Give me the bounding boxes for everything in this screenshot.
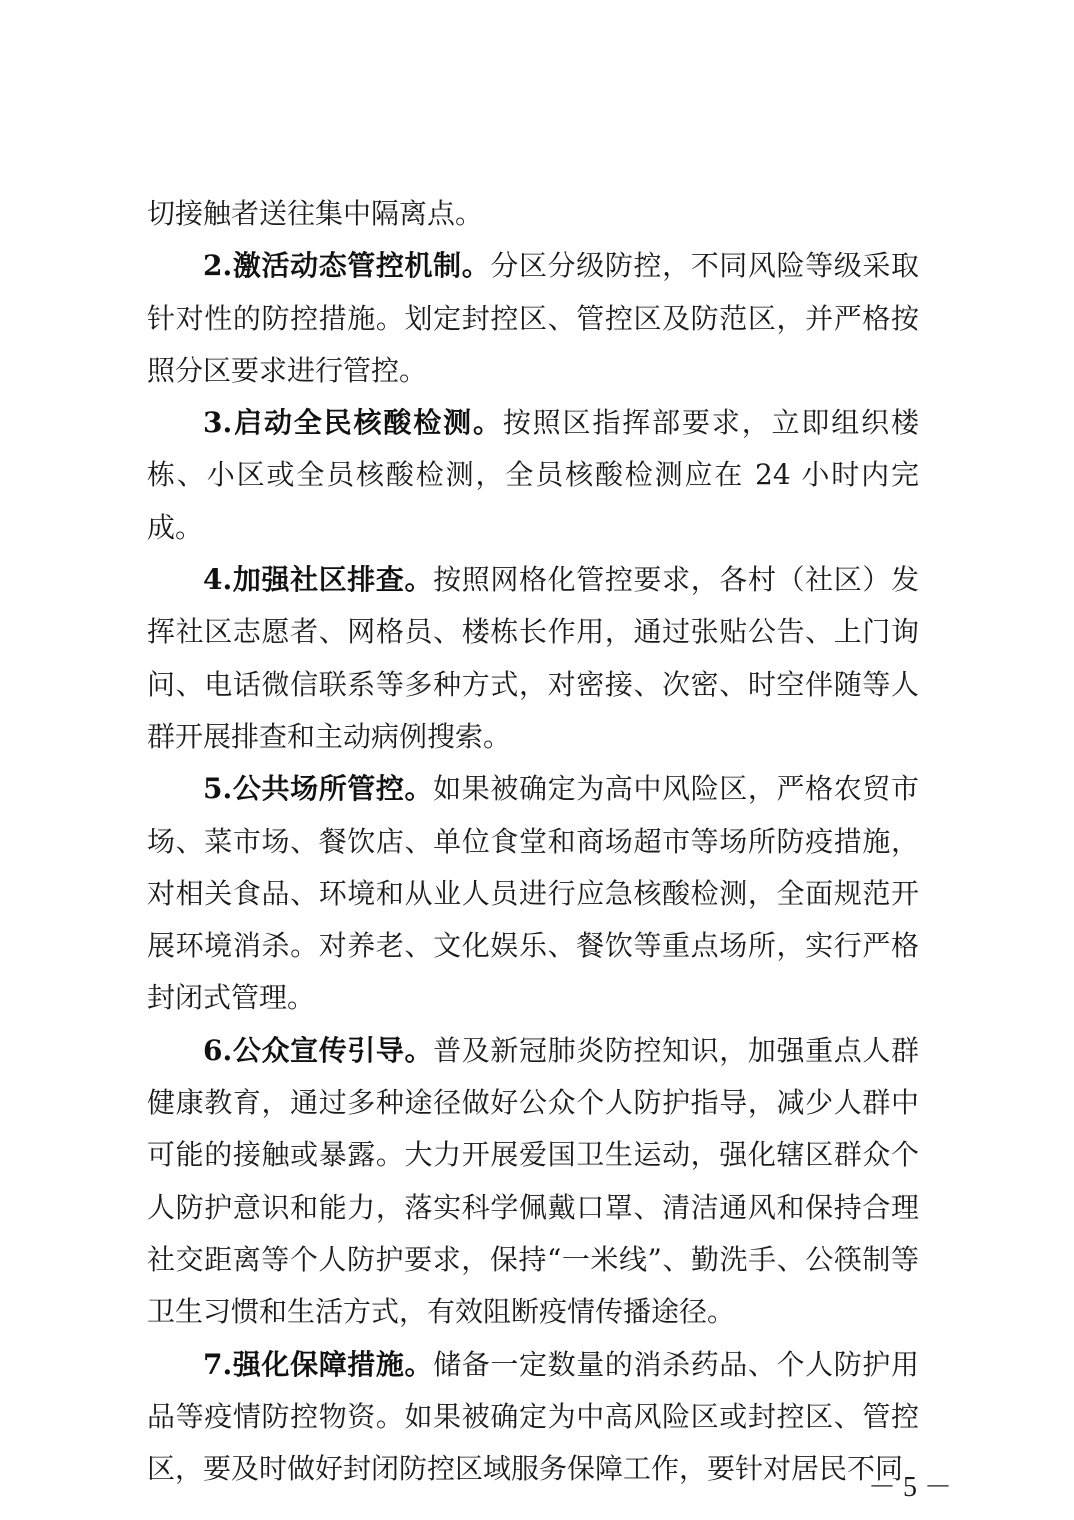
item-2-heading: 2.激活动态管控机制。	[203, 249, 491, 283]
item-5-paragraph	[147, 763, 919, 1024]
item-4-text: 按照网格化管控要求，各村（社区）发挥社区志愿者、网格员、楼栋长作用，通过张贴公告、上门询问、电话微信联系等多种方式，对密接、次密、时空伴随等人群开展排查和主动病例搜索。	[147, 563, 919, 753]
item-6-paragraph	[147, 1025, 919, 1339]
continuation-paragraph: 切接触者送往集中隔离点。	[147, 197, 484, 230]
item-2-paragraph	[147, 240, 919, 397]
item-7-text: 储备一定数量的消杀药品、个人防护用品等疫情防控物资。如果被确定为中高风险区或封控区、管控区，要及时做好封闭防控区域服务保障工作，要针对居民不同	[147, 1347, 919, 1486]
document-body	[147, 188, 919, 1495]
item-7-heading: 7.强化保障措施。	[203, 1347, 434, 1381]
item-3-text: 按照区指挥部要求，立即组织楼栋、小区或全员核酸检测，全员核酸检测应在 24 小时内完成。	[147, 406, 919, 544]
item-5-text: 如果被确定为高中风险区，严格农贸市场、菜市场、餐饮店、单位食堂和商场超市等场所防疫措施，对相关食品、环境和从业人员进行应急核酸检测，全面规范开展环境消杀。对养老、文化娱乐、餐饮等重点场所，实行严格封闭式管理。	[147, 772, 919, 1015]
page-number: － 5 －	[868, 1472, 953, 1503]
item-6-heading: 6.公众宣传引导。	[203, 1033, 434, 1067]
item-7-paragraph	[147, 1339, 919, 1496]
item-2-text: 分区分级防控，不同风险等级采取针对性的防控措施。划定封控区、管控区及防范区，并严格按照分区要求进行管控。	[147, 249, 919, 387]
item-4-heading: 4.加强社区排查。	[203, 563, 434, 597]
item-6-text: 普及新冠肺炎防控知识，加强重点人群健康教育，通过多种途径做好公众个人防护指导，减少人群中可能的接触或暴露。大力开展爱国卫生运动，强化辖区群众个人防护意识和能力，落实科学佩戴口罩、清洁通风和保持合理社交距离等个人防护要求，保持“一米线”、勤洗手、公筷制等卫生习惯和生活方式，有效阻断疫情传播途径。	[147, 1033, 919, 1329]
item-4-paragraph	[147, 554, 919, 763]
item-3-heading: 3.启动全民核酸检测。	[203, 406, 503, 440]
item-5-heading: 5.公共场所管控。	[203, 772, 434, 806]
item-3-paragraph	[147, 397, 919, 554]
